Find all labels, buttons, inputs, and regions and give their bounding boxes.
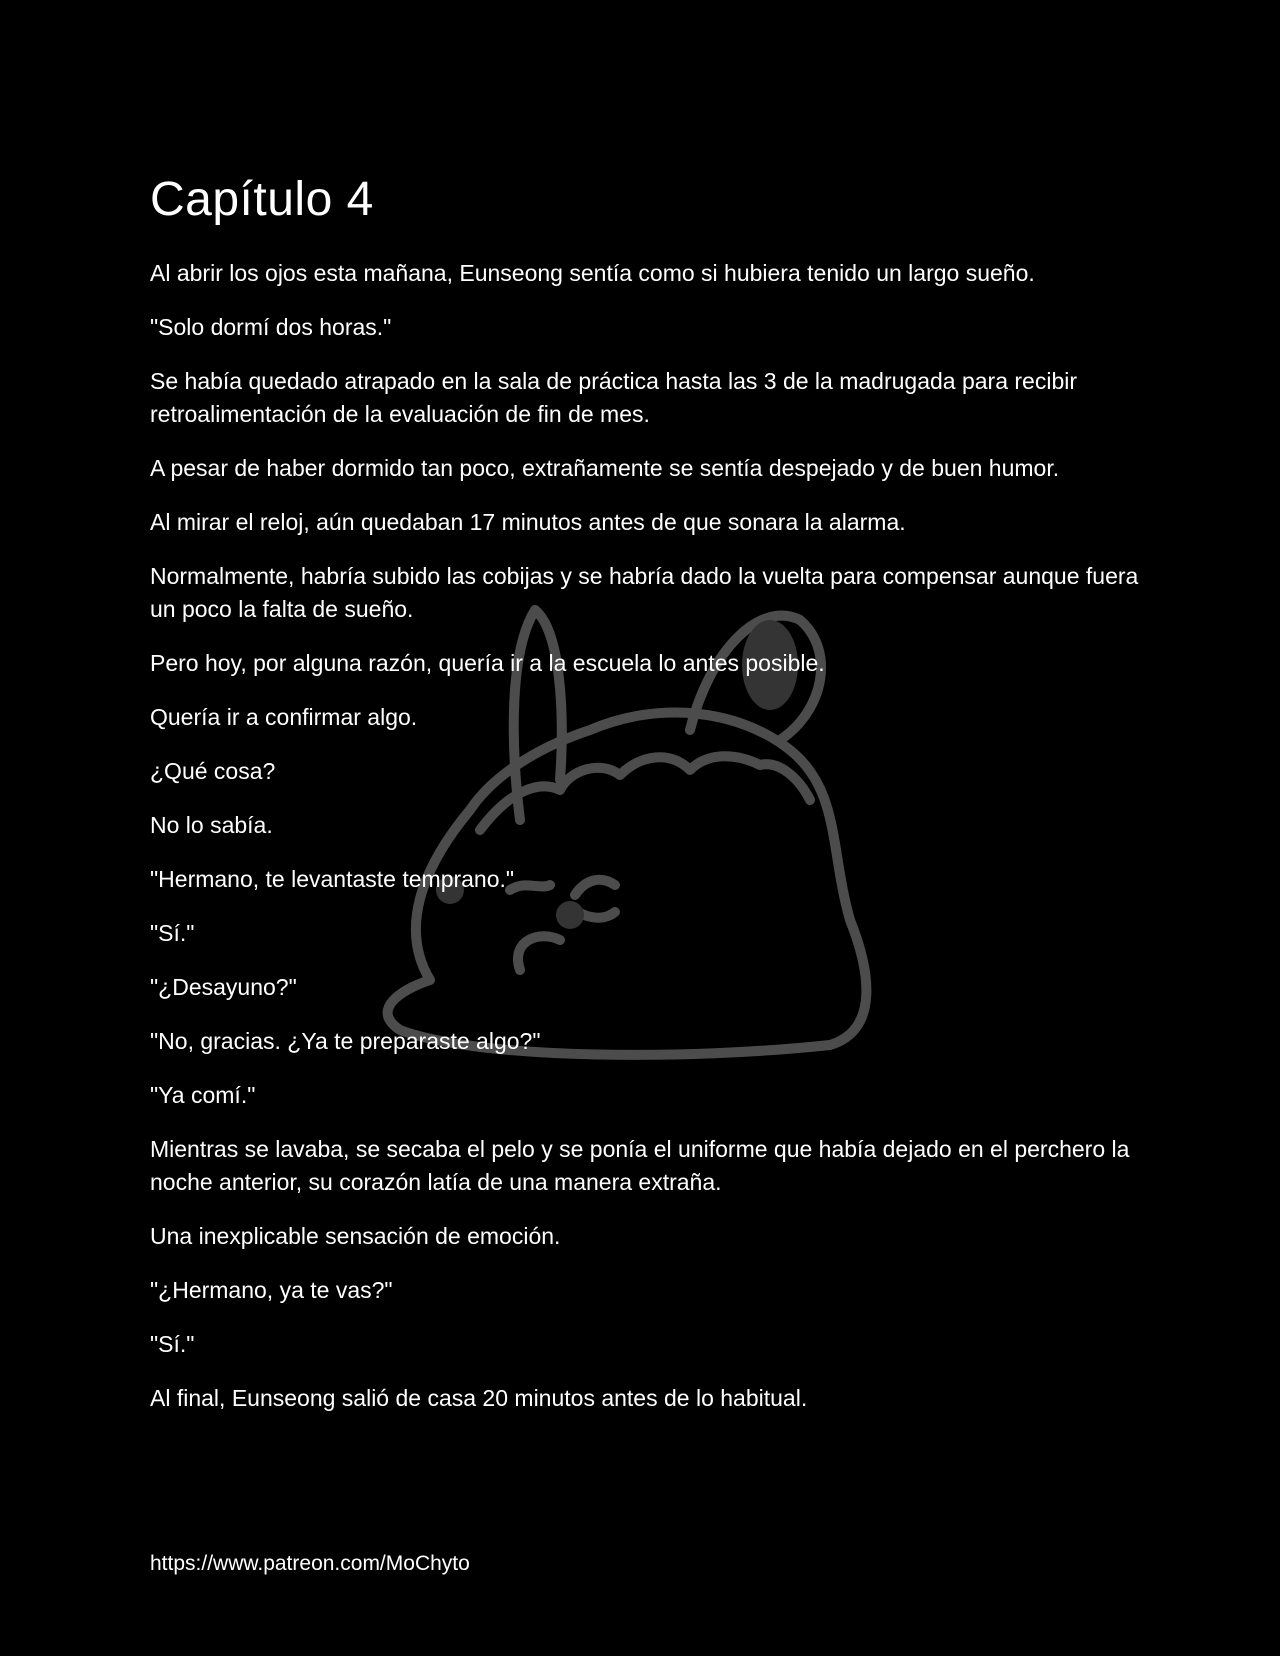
- paragraph: Normalmente, habría subido las cobijas y se habría dado la vuelta para compensar aunque fuera un poco la falta de sueño.: [150, 563, 1139, 622]
- paragraph: ¿Qué cosa?: [150, 758, 276, 784]
- paragraph: "¿Desayuno?": [150, 974, 297, 1000]
- paragraph: "Sí.": [150, 920, 195, 946]
- paragraph: "¿Hermano, ya te vas?": [150, 1277, 393, 1303]
- paragraph: Al final, Eunseong salió de casa 20 minutos antes de lo habitual.: [150, 1385, 808, 1411]
- paragraph: No lo sabía.: [150, 812, 273, 838]
- paragraph: Se había quedado atrapado en la sala de práctica hasta las 3 de la madrugada para recibir retroalimentación de la evaluación de fin de mes.: [150, 368, 1078, 427]
- paragraph: "Hermano, te levantaste temprano.": [150, 866, 515, 892]
- paragraph: Pero hoy, por alguna razón, quería ir a la escuela lo antes posible.: [150, 650, 825, 676]
- chapter-content: [150, 168, 1140, 1436]
- patreon-link[interactable]: https://www.patreon.com/MoChyto: [150, 1552, 470, 1575]
- paragraph: A pesar de haber dormido tan poco, extrañamente se sentía despejado y de buen humor.: [150, 455, 1060, 481]
- paragraph: Una inexplicable sensación de emoción.: [150, 1223, 561, 1249]
- paragraph: "No, gracias. ¿Ya te preparaste algo?": [150, 1028, 541, 1054]
- paragraph: "Solo dormí dos horas.": [150, 314, 392, 340]
- paragraph: Quería ir a confirmar algo.: [150, 704, 418, 730]
- chapter-title: Capítulo 4: [150, 173, 374, 226]
- paragraph: "Sí.": [150, 1331, 195, 1357]
- paragraph: Mientras se lavaba, se secaba el pelo y se ponía el uniforme que había dejado en el perchero la noche anterior, su corazón latía de una manera extraña.: [150, 1136, 1130, 1195]
- paragraph: Al abrir los ojos esta mañana, Eunseong sentía como si hubiera tenido un largo sueño.: [150, 260, 1035, 286]
- paragraph: Al mirar el reloj, aún quedaban 17 minutos antes de que sonara la alarma.: [150, 509, 906, 535]
- paragraph: "Ya comí.": [150, 1082, 256, 1108]
